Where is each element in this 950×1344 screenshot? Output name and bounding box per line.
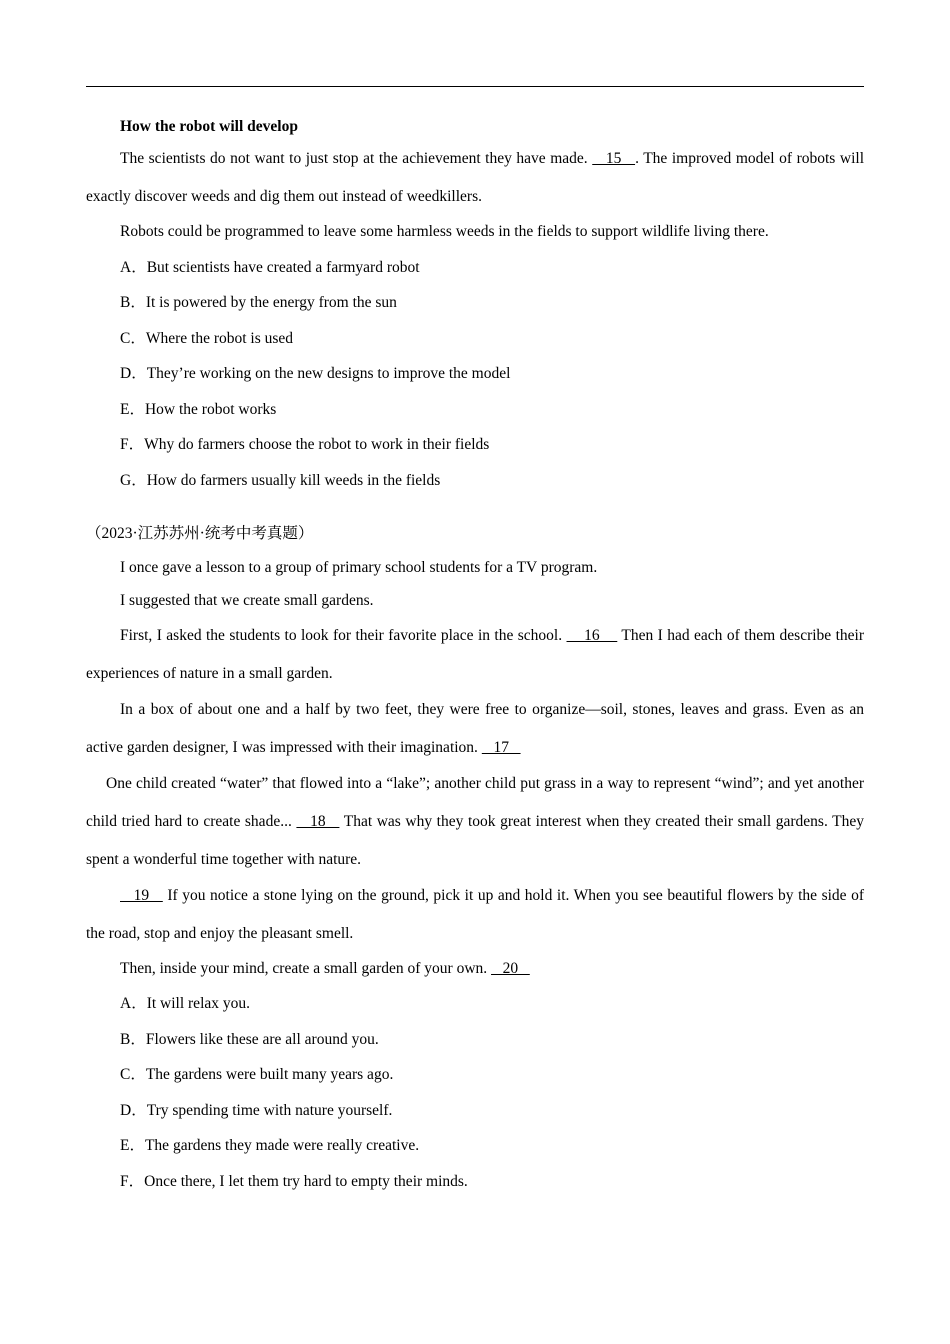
paragraph-20: Then, inside your mind, create a small garden of your own. 20 — [120, 959, 530, 977]
paragraph-lesson: I once gave a lesson to a group of primary school students for a TV program. — [120, 558, 598, 576]
paragraph-robots-programmed: Robots could be programmed to leave some harmless weeds in the fields to support wildlife living there. — [120, 223, 769, 240]
option-b-2[interactable]: B．Flowers like these are all around you. — [120, 1030, 379, 1048]
paragraph-16: First, I asked the students to look for their favorite place in the school. 16 Then I had each of them describe their experiences of nature in a small garden. — [86, 626, 864, 682]
option-a-1[interactable]: A．But scientists have created a farmyard robot — [120, 258, 420, 276]
blank-20[interactable]: 20 — [491, 959, 530, 977]
option-d-2[interactable]: D．Try spending time with nature yourself. — [120, 1101, 393, 1119]
paragraph-15: The scientists do not want to just stop at the achievement they have made. 15 . The improved model of robots will exactly discover weeds and dig them out instead of weedkillers. — [86, 150, 864, 205]
paragraph-19: 19 If you notice a stone lying on the ground, pick it up and hold it. When you see beautiful flowers by the side of the road, stop and enjoy the pleasant smell. — [86, 886, 864, 942]
option-e-2[interactable]: E．The gardens they made were really creative. — [120, 1137, 420, 1154]
option-b-1[interactable]: B．It is powered by the energy from the sun — [120, 294, 397, 311]
paragraph-18: One child created “water” that flowed into a “lake”; another child put grass in a way to represent “wind”; and yet another child tried hard to create shade... 18 That was why they took great interest when they created their small gardens. They spent a wonderful time together with nature. — [86, 774, 864, 868]
blank-18[interactable]: 18 — [296, 812, 340, 830]
paragraph-suggested: I suggested that we create small gardens. — [120, 592, 374, 609]
section-heading: How the robot will develop — [120, 118, 298, 135]
option-a-2[interactable]: A．It will relax you. — [120, 995, 251, 1012]
blank-16[interactable]: 16 — [566, 626, 618, 644]
blank-15[interactable]: 15 — [592, 150, 636, 167]
document-body — [86, 112, 864, 1199]
option-g-1[interactable]: G．How do farmers usually kill weeds in the fields — [120, 471, 441, 489]
option-c-2[interactable]: C．The gardens were built many years ago. — [120, 1066, 394, 1083]
blank-17[interactable]: 17 — [481, 738, 521, 756]
header-rule — [86, 86, 864, 87]
option-e-1[interactable]: E．How the robot works — [120, 400, 277, 418]
paragraph-17: In a box of about one and a half by two feet, they were free to organize—soil, stones, leaves and grass. Even as an active garden designer, I was impressed with their imagination. 17 — [86, 700, 864, 756]
question-source: （2023·江苏苏州·统考中考真题） — [86, 525, 314, 542]
option-f-1[interactable]: F．Why do farmers choose the robot to work in their fields — [120, 436, 490, 453]
option-c-1[interactable]: C．Where the robot is used — [120, 329, 294, 347]
option-d-1[interactable]: D．They’re working on the new designs to improve the model — [120, 365, 511, 382]
option-f-2[interactable]: F．Once there, I let them try hard to empty their minds. — [120, 1172, 468, 1190]
blank-19[interactable]: 19 — [120, 886, 163, 904]
